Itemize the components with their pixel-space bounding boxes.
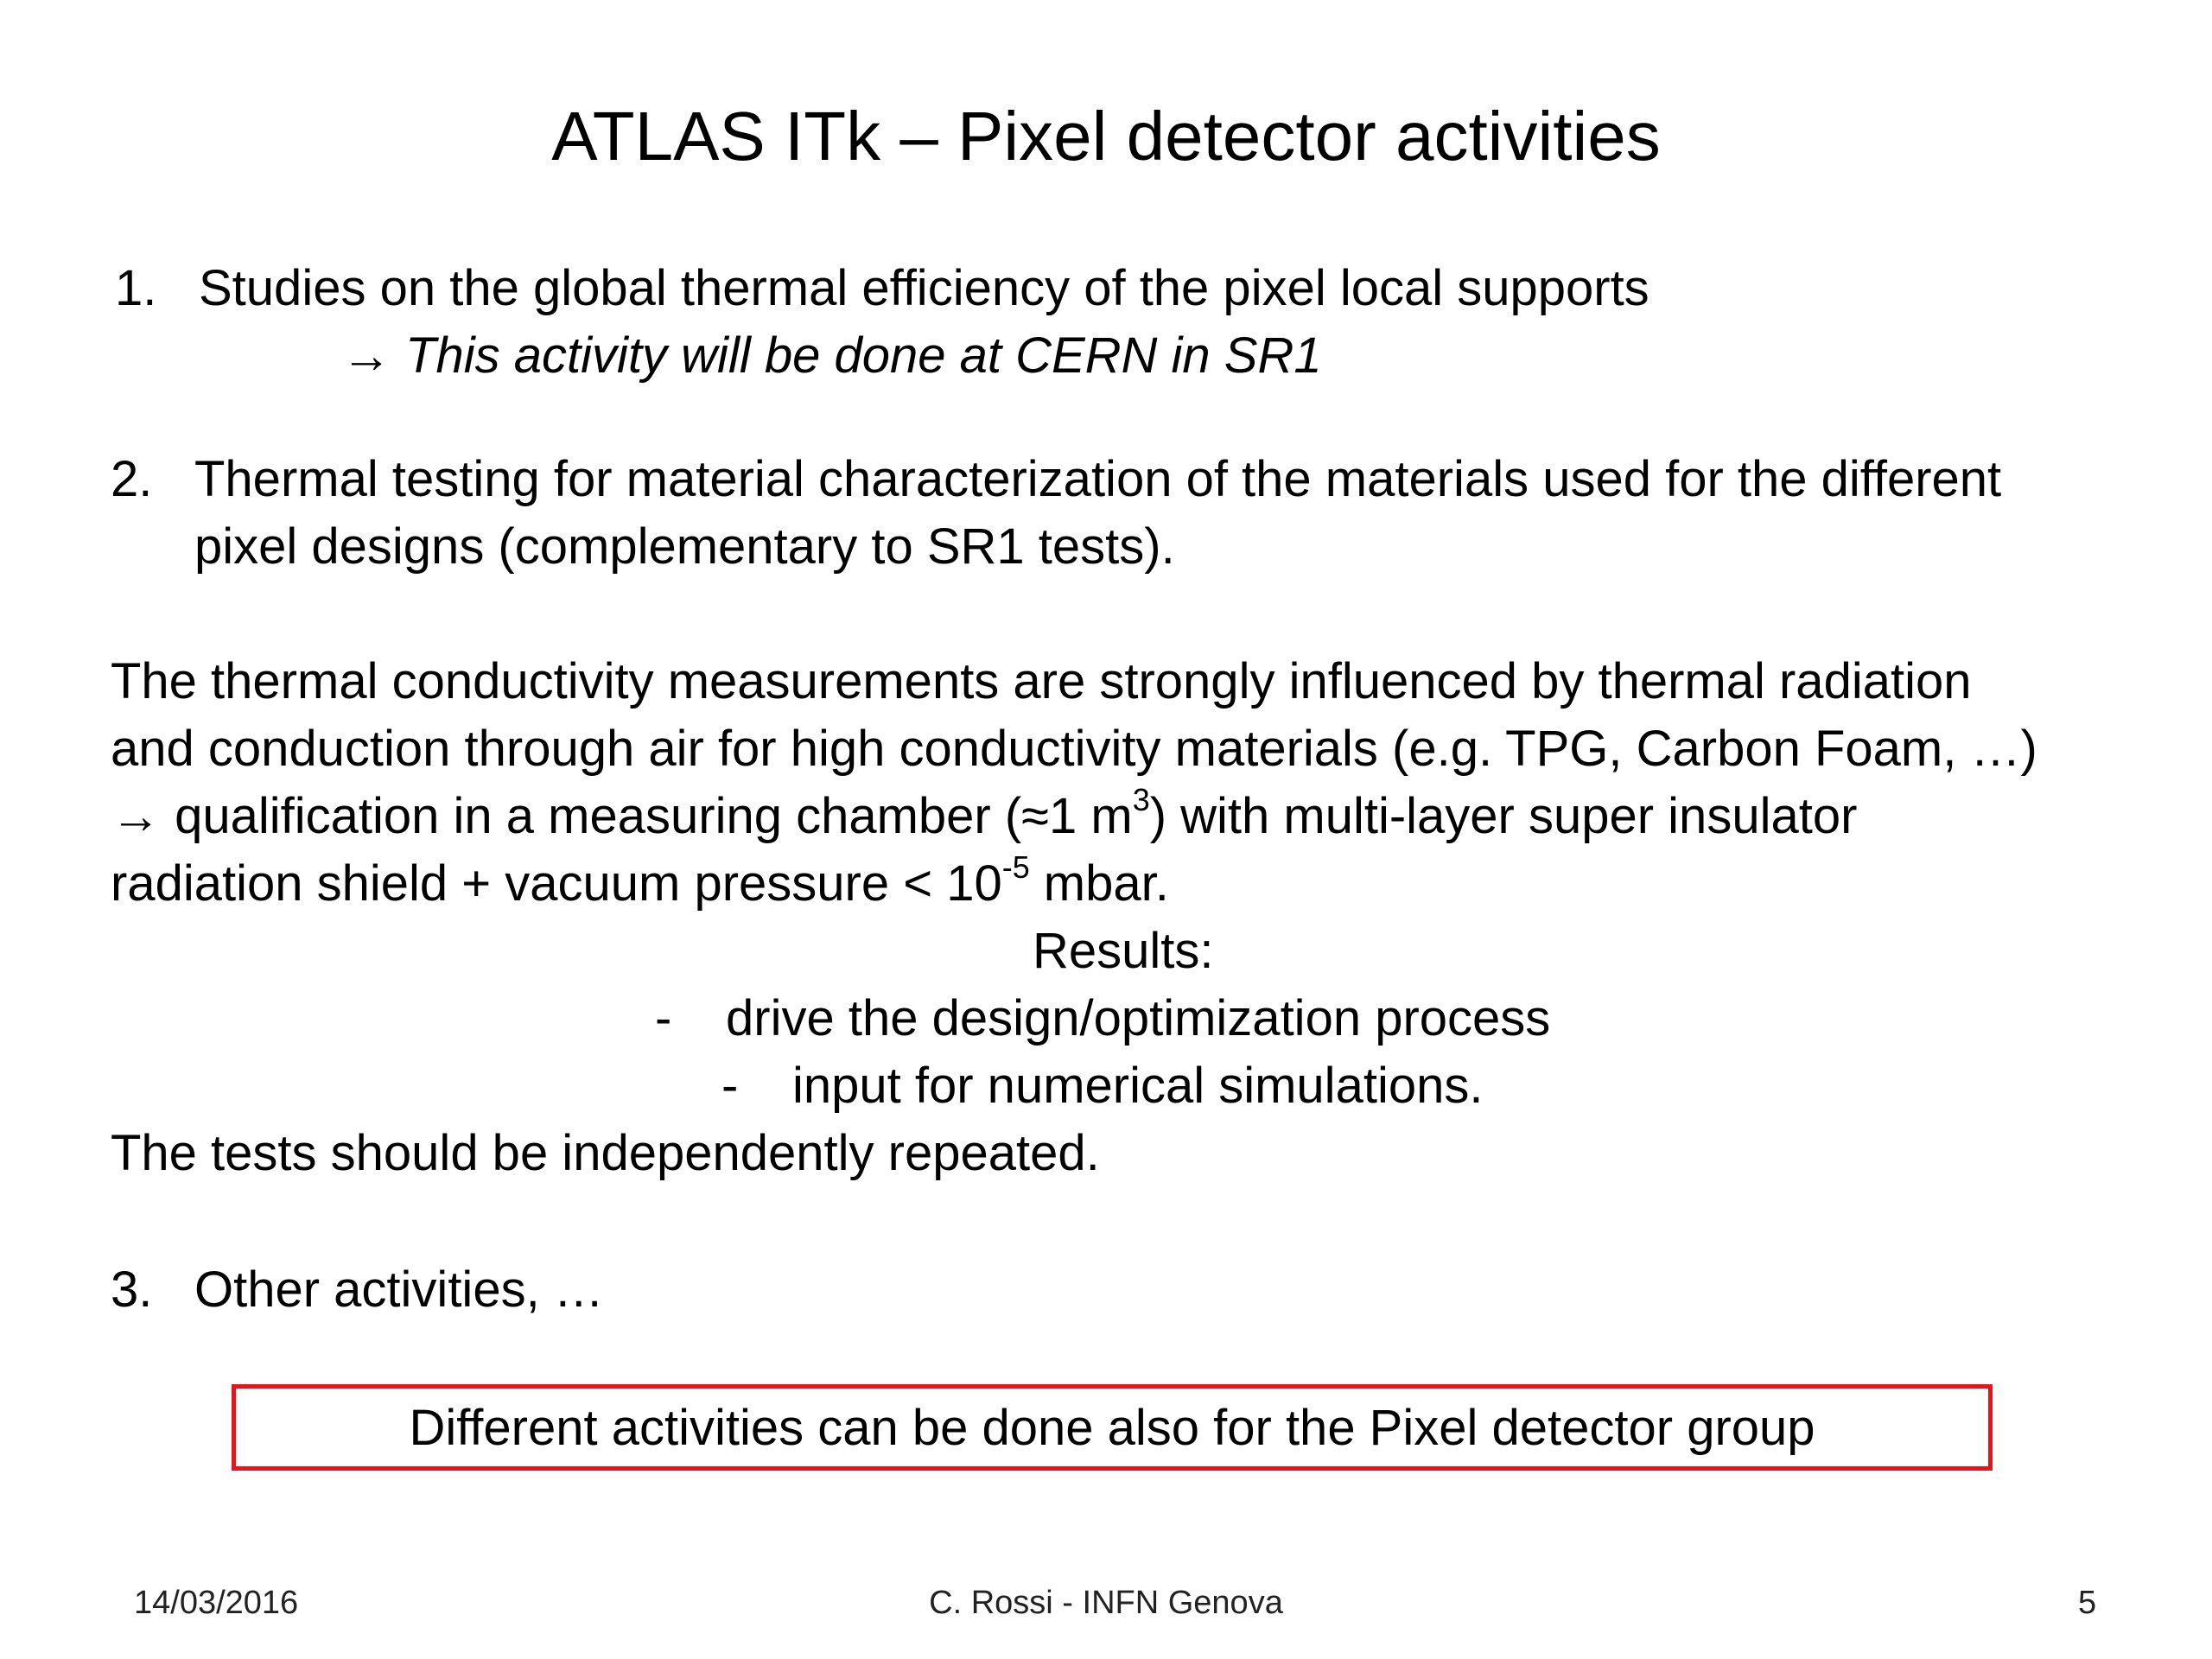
results-bullet-1-dash: - (655, 990, 672, 1046)
callout-text: Different activities can be done also for the Pixel detector group (409, 1399, 1815, 1456)
item2-line2: pixel designs (complementary to SR1 tests). (194, 518, 1175, 575)
paragraph-line2: and conduction through air for high conductivity materials (e.g. TPG, Carbon Foam, …) (111, 721, 2037, 777)
results-heading: Results: (1033, 923, 1214, 979)
item1-note: → This activity will be done at CERN in SR1 (341, 327, 1322, 384)
slide-title: ATLAS ITk – Pixel detector activities (551, 98, 1661, 175)
paragraph-line1: The thermal conductivity measurements are strongly influenced by thermal radiation (111, 653, 1972, 709)
item2-line1: Thermal testing for material characterization of the materials used for the different (194, 451, 2002, 507)
item1-text: Studies on the global thermal efficiency of the pixel local supports (199, 260, 1649, 316)
results-bullet-1: drive the design/optimization process (726, 990, 1551, 1046)
footer-page-number: 5 (2078, 1585, 2097, 1621)
item3-text: Other activities, … (194, 1262, 604, 1318)
item3-number: 3. (111, 1262, 153, 1318)
item1-number: 1. (115, 260, 157, 316)
paragraph-line3-pre: → qualification in a measuring chamber (≈1 m (111, 788, 1133, 844)
footer-author: C. Rossi - INFN Genova (929, 1585, 1283, 1621)
results-bullet-2: input for numerical simulations. (792, 1058, 1484, 1114)
paragraph-line3 (111, 783, 1857, 850)
paragraph-line4-post: mbar. (1029, 855, 1169, 912)
item2-number: 2. (111, 451, 153, 507)
results-bullet-2-dash: - (721, 1058, 739, 1114)
paragraph-line3-post: ) with multi-layer super insulator (1149, 788, 1858, 844)
footer-date: 14/03/2016 (134, 1585, 299, 1621)
closing-text: The tests should be independently repeated. (111, 1125, 1100, 1181)
paragraph-line3-sup: 3 (1132, 782, 1150, 818)
paragraph-line4 (111, 850, 1169, 918)
callout-box (232, 1384, 1993, 1471)
paragraph-line4-pre: radiation shield + vacuum pressure < 10 (111, 855, 1002, 912)
paragraph-line4-sup: -5 (1001, 849, 1030, 886)
